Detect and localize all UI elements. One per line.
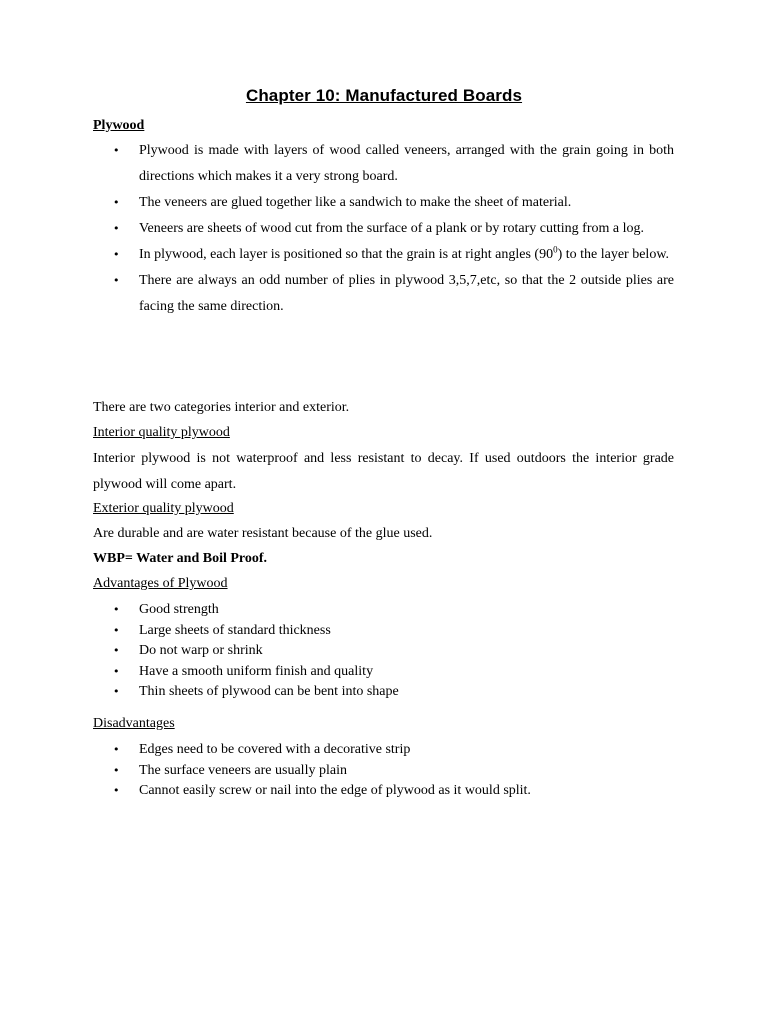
list-item xyxy=(0,268,674,320)
list-item xyxy=(0,600,674,621)
bullet-icon: • xyxy=(113,144,120,157)
list-item-text: Thin sheets of plywood can be bent into shape xyxy=(139,684,399,699)
page-title: Chapter 10: Manufactured Boards xyxy=(245,86,523,105)
exterior-text: Are durable and are water resistant because of the glue used. xyxy=(93,526,433,541)
list-item-text-after: ) to the layer below. xyxy=(557,247,670,262)
disadvantages-heading: Disadvantages xyxy=(93,716,175,731)
list-item xyxy=(0,621,674,642)
bullet-icon: • xyxy=(113,196,120,209)
interior-text: Interior plywood is not waterproof and less resistant to decay. If used outdoors the interior grade plywood will come apart. xyxy=(93,451,674,492)
bullet-icon: • xyxy=(113,743,120,756)
list-item xyxy=(0,682,674,703)
interior-heading: Interior quality plywood xyxy=(93,425,230,440)
list-item-text-before: In plywood, each layer is positioned so that the grain is at right angles (90 xyxy=(139,247,554,262)
bullet-icon: • xyxy=(113,784,120,797)
list-item xyxy=(0,641,674,662)
list-item-text: There are always an odd number of plies in plywood 3,5,7,etc, so that the 2 outside plies are facing the same direction. xyxy=(139,273,674,314)
list-item-text: Edges need to be covered with a decorative strip xyxy=(139,742,411,757)
list-item-text: Large sheets of standard thickness xyxy=(139,622,331,638)
wbp-text: WBP= Water and Boil Proof. xyxy=(93,551,268,566)
disadvantages-list xyxy=(0,740,674,802)
plywood-heading: Plywood xyxy=(93,118,145,133)
list-item-text: Cannot easily screw or nail into the edge of plywood as it would split. xyxy=(139,783,531,798)
list-item-text: Plywood is made with layers of wood called veneers, arranged with the grain going in both directions which makes it a very strong board. xyxy=(139,143,674,184)
bullet-icon: • xyxy=(113,685,120,698)
plywood-bullet-list xyxy=(0,138,674,320)
list-item xyxy=(0,242,674,268)
advantages-heading: Advantages of Plywood xyxy=(93,576,228,591)
list-item xyxy=(0,662,674,683)
bullet-icon: • xyxy=(113,664,120,678)
bullet-icon: • xyxy=(113,623,120,637)
list-item-text: The veneers are glued together like a sandwich to make the sheet of material. xyxy=(139,195,572,210)
list-item-text: Do not warp or shrink xyxy=(139,643,263,658)
list-item xyxy=(0,190,674,216)
bullet-icon: • xyxy=(113,222,120,235)
bullet-icon: • xyxy=(113,274,120,287)
bullet-icon: • xyxy=(113,603,120,616)
list-item xyxy=(0,138,674,190)
advantages-list xyxy=(0,600,674,703)
list-item-text: Veneers are sheets of wood cut from the surface of a plank or by rotary cutting from a log. xyxy=(139,221,644,236)
exterior-heading: Exterior quality plywood xyxy=(93,501,234,516)
bullet-icon: • xyxy=(113,248,120,261)
bullet-icon: • xyxy=(113,644,120,657)
list-item xyxy=(0,740,674,761)
list-item xyxy=(0,216,674,242)
superscript: 0 xyxy=(553,244,558,255)
categories-text: There are two categories interior and exterior. xyxy=(93,400,350,415)
list-item-text: Good strength xyxy=(139,602,219,617)
list-item xyxy=(0,781,674,802)
list-item-text: The surface veneers are usually plain xyxy=(139,762,347,778)
list-item xyxy=(0,761,674,782)
list-item-text: Have a smooth uniform finish and quality xyxy=(139,663,374,679)
bullet-icon: • xyxy=(113,763,120,777)
